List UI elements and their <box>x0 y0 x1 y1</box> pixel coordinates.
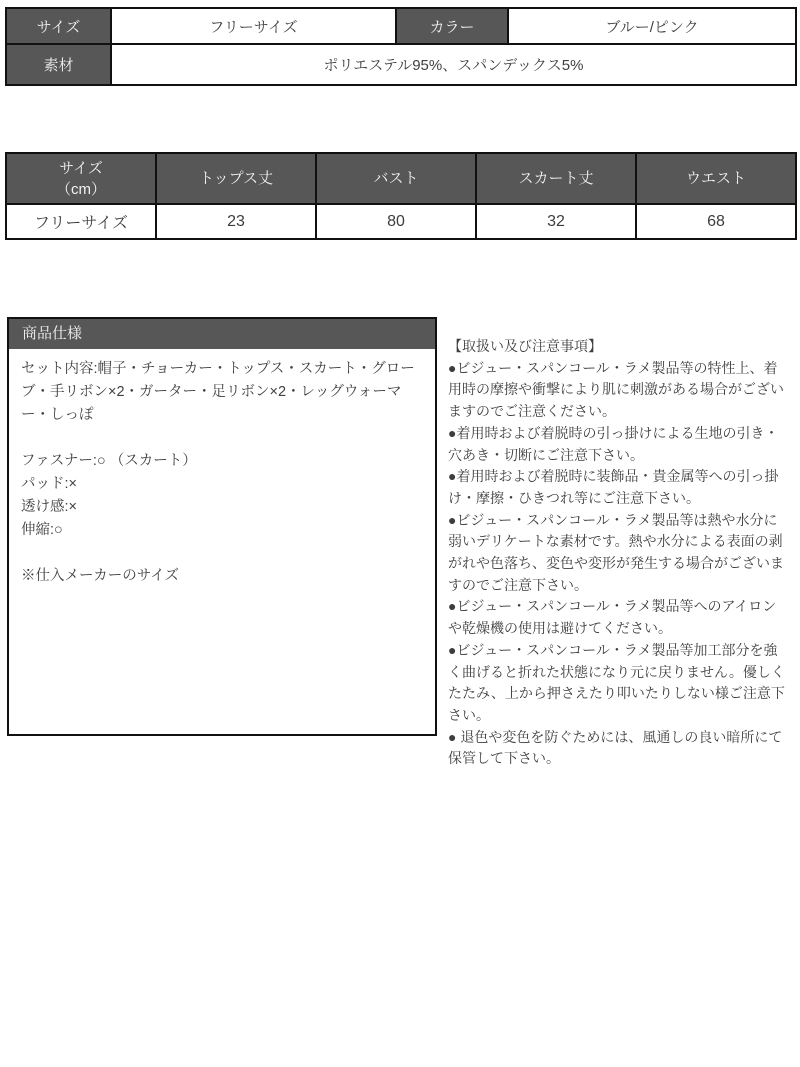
size-name-cell: フリーサイズ <box>6 204 156 239</box>
size-cm-header-line1: サイズ <box>59 159 103 177</box>
product-spec-content <box>9 349 435 597</box>
pad-line: パッド:× <box>21 476 77 492</box>
skirt-length-header-cell: スカート丈 <box>476 153 636 204</box>
handling-note-item: ● 退色や変色を防ぐためには、風通しの良い暗所にて保管して下さい。 <box>448 728 783 767</box>
measurements-value-row <box>6 204 796 239</box>
color-label-cell: カラー <box>396 8 508 44</box>
spec-table-row-size-color <box>6 8 796 44</box>
stretch-line: 伸縮:○ <box>21 522 63 538</box>
skirt-length-value-cell: 32 <box>476 204 636 239</box>
tops-length-value-cell: 23 <box>156 204 316 239</box>
waist-value-cell: 68 <box>636 204 796 239</box>
spec-table-row-material <box>6 44 796 85</box>
bust-header-cell: バスト <box>316 153 476 204</box>
handling-notes-block <box>448 336 790 770</box>
handling-note-item: ●着用時および着脱時の引っ掛けによる生地の引き・穴あき・切断にご注意下さい。 <box>448 424 779 463</box>
measurements-header-row <box>6 153 796 204</box>
handling-note-item: ●着用時および着脱時に装飾品・貴金属等への引っ掛け・摩擦・ひきつれ等にご注意下さい。 <box>448 468 779 506</box>
color-value-cell: ブルー/ピンク <box>508 8 796 44</box>
product-spec-title: 商品仕様 <box>9 319 435 349</box>
spec-table <box>5 7 797 86</box>
measurements-table <box>5 152 797 240</box>
tops-length-header-cell: トップス丈 <box>156 153 316 204</box>
size-cm-header-line2: （cm） <box>56 180 106 198</box>
size-label-cell: サイズ <box>6 8 111 44</box>
sheerness-line: 透け感:× <box>21 499 77 515</box>
handling-notes-title: 【取扱い及び注意事項】 <box>448 338 602 354</box>
bust-value-cell: 80 <box>316 204 476 239</box>
product-spec-box <box>7 317 437 736</box>
set-contents-text: セット内容:帽子・チョーカー・トップス・スカート・グローブ・手リボン×2・ガーター・足リボン×2・レッグウォーマー・しっぽ <box>21 361 415 423</box>
size-value-cell: フリーサイズ <box>111 8 396 44</box>
handling-note-item: ●ビジュー・スパンコール・ラメ製品等へのアイロンや乾燥機の使用は避けてください。 <box>448 598 777 637</box>
handling-note-item: ●ビジュー・スパンコール・ラメ製品等加工部分を強く曲げると折れた状態になり元に戻りません。優しくたたみ、上から押さえたり叩いたりしない様ご注意下さい。 <box>448 641 785 723</box>
material-label-cell: 素材 <box>6 44 111 85</box>
supplier-size-note: ※仕入メーカーのサイズ <box>21 568 180 584</box>
fastener-line: ファスナー:○ （スカート） <box>21 453 197 469</box>
size-cm-header-cell <box>6 153 156 204</box>
material-value-cell: ポリエステル95%、スパンデックス5% <box>111 44 796 85</box>
handling-note-item: ●ビジュー・スパンコール・ラメ製品等は熱や水分に弱いデリケートな素材です。熱や水分による表面の剥がれや色落ち、変色や変形が発生する場合がございますのでご注意下さい。 <box>448 511 784 593</box>
waist-header-cell: ウエスト <box>636 153 796 204</box>
handling-note-item: ●ビジュー・スパンコール・ラメ製品等の特性上、着用時の摩擦や衝撃により肌に刺激がある場合がございますのでご注意ください。 <box>448 359 784 420</box>
